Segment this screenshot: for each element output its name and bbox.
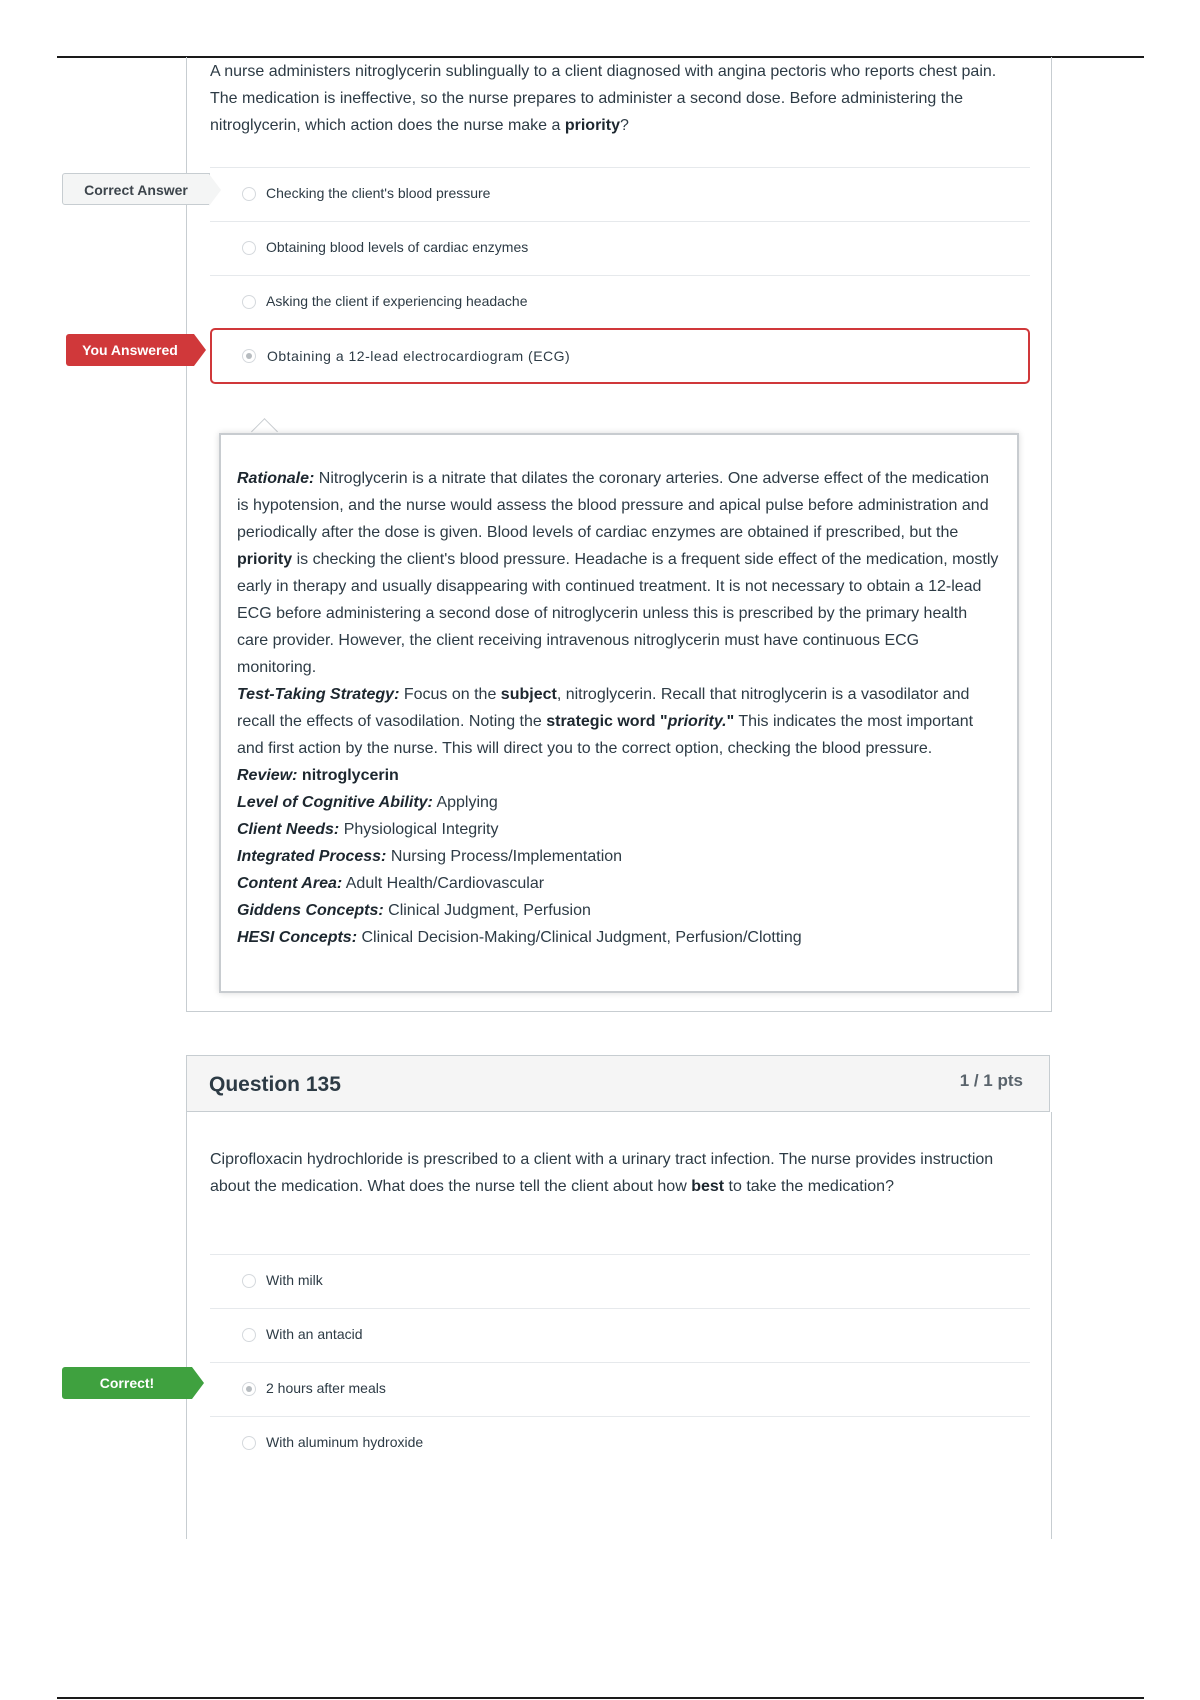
- radio-button[interactable]: [242, 349, 256, 363]
- radio-button[interactable]: [242, 295, 256, 309]
- radio-button[interactable]: [242, 187, 256, 201]
- answer-option[interactable]: [210, 223, 1030, 275]
- correct-answer-tag: Correct Answer: [62, 173, 210, 205]
- divider: [210, 167, 1030, 168]
- answer-label: Obtaining blood levels of cardiac enzymes: [266, 239, 529, 255]
- meta-line: HESI Concepts: Clinical Decision-Making/Clinical Judgment, Perfusion/Clotting: [237, 929, 802, 946]
- meta-line: Integrated Process: Nursing Process/Implementation: [237, 848, 623, 865]
- divider: [210, 1308, 1030, 1309]
- answer-option[interactable]: [210, 169, 1030, 221]
- question-title: Question 135: [209, 1073, 341, 1096]
- question-135-header: [186, 1055, 1050, 1112]
- strategy-text: Test-Taking Strategy: Focus on the subject, nitroglycerin. Recall that nitroglycerin is a vasodilator and recall the effects of vasodilation. Noting the strategic word "priority." This indicates the most important and first action by the nurse. This will direct you to the correct option, checking the blood pressure.: [237, 686, 974, 757]
- answer-option[interactable]: [210, 277, 1030, 329]
- bottom-rule: [57, 1697, 1144, 1699]
- answer-label: With milk: [266, 1272, 323, 1288]
- divider: [210, 275, 1030, 276]
- answer-label: Obtaining a 12-lead electrocardiogram (ECG): [267, 348, 571, 364]
- answer-option-selected[interactable]: [210, 328, 1030, 384]
- divider: [210, 1416, 1030, 1417]
- question-134-text: A nurse administers nitroglycerin sublingually to a client diagnosed with angina pectoris who reports chest pain. The medication is ineffective, so the nurse prepares to administer a second dose. Before administering the nitroglycerin, which action does the nurse make a priority?: [210, 63, 997, 134]
- answer-label: 2 hours after meals: [266, 1380, 386, 1396]
- answer-option-selected[interactable]: [210, 1364, 1030, 1416]
- meta-line: Client Needs: Physiological Integrity: [237, 821, 499, 838]
- review-line: Review: nitroglycerin: [237, 767, 399, 784]
- answer-label: With an antacid: [266, 1326, 363, 1342]
- radio-button[interactable]: [242, 1382, 256, 1396]
- meta-line: Giddens Concepts: Clinical Judgment, Perfusion: [237, 902, 591, 919]
- answer-label: Asking the client if experiencing headache: [266, 293, 528, 309]
- rationale-box: [219, 433, 1019, 993]
- divider: [210, 221, 1030, 222]
- meta-line: Content Area: Adult Health/Cardiovascular: [237, 875, 545, 892]
- meta-line: Level of Cognitive Ability: Applying: [237, 794, 498, 811]
- rationale-text: Rationale: Nitroglycerin is a nitrate that dilates the coronary arteries. One adverse effect of the medication is hypotension, and the nurse would assess the blood pressure and apical pulse before administration and periodically after the dose is given. Blood levels of cardiac enzymes are obtained if prescribed, but the priority is checking the client's blood pressure. Headache is a frequent side effect of the medication, mostly early in therapy and usually disappearing with continued treatment. It is not necessary to obtain a 12-lead ECG before administering a second dose of nitroglycerin unless this is prescribed by the primary health care provider. However, the client receiving intravenous nitroglycerin must have continuous ECG monitoring.: [237, 470, 999, 676]
- radio-button[interactable]: [242, 241, 256, 255]
- you-answered-tag: You Answered: [66, 334, 194, 366]
- correct-tag: Correct!: [62, 1367, 192, 1399]
- radio-button[interactable]: [242, 1328, 256, 1342]
- divider: [210, 1254, 1030, 1255]
- answer-option[interactable]: [210, 1418, 1030, 1470]
- radio-button[interactable]: [242, 1436, 256, 1450]
- question-135-text: Ciprofloxacin hydrochloride is prescribed to a client with a urinary tract infection. The nurse provides instruction about the medication. What does the nurse tell the client about how best to take the medication?: [210, 1151, 994, 1195]
- answer-label: Checking the client's blood pressure: [266, 185, 491, 201]
- divider: [210, 1362, 1030, 1363]
- answer-label: With aluminum hydroxide: [266, 1434, 424, 1450]
- answer-option[interactable]: [210, 1256, 1030, 1308]
- question-points: 1 / 1 pts: [959, 1071, 1023, 1090]
- answer-option[interactable]: [210, 1310, 1030, 1362]
- radio-button[interactable]: [242, 1274, 256, 1288]
